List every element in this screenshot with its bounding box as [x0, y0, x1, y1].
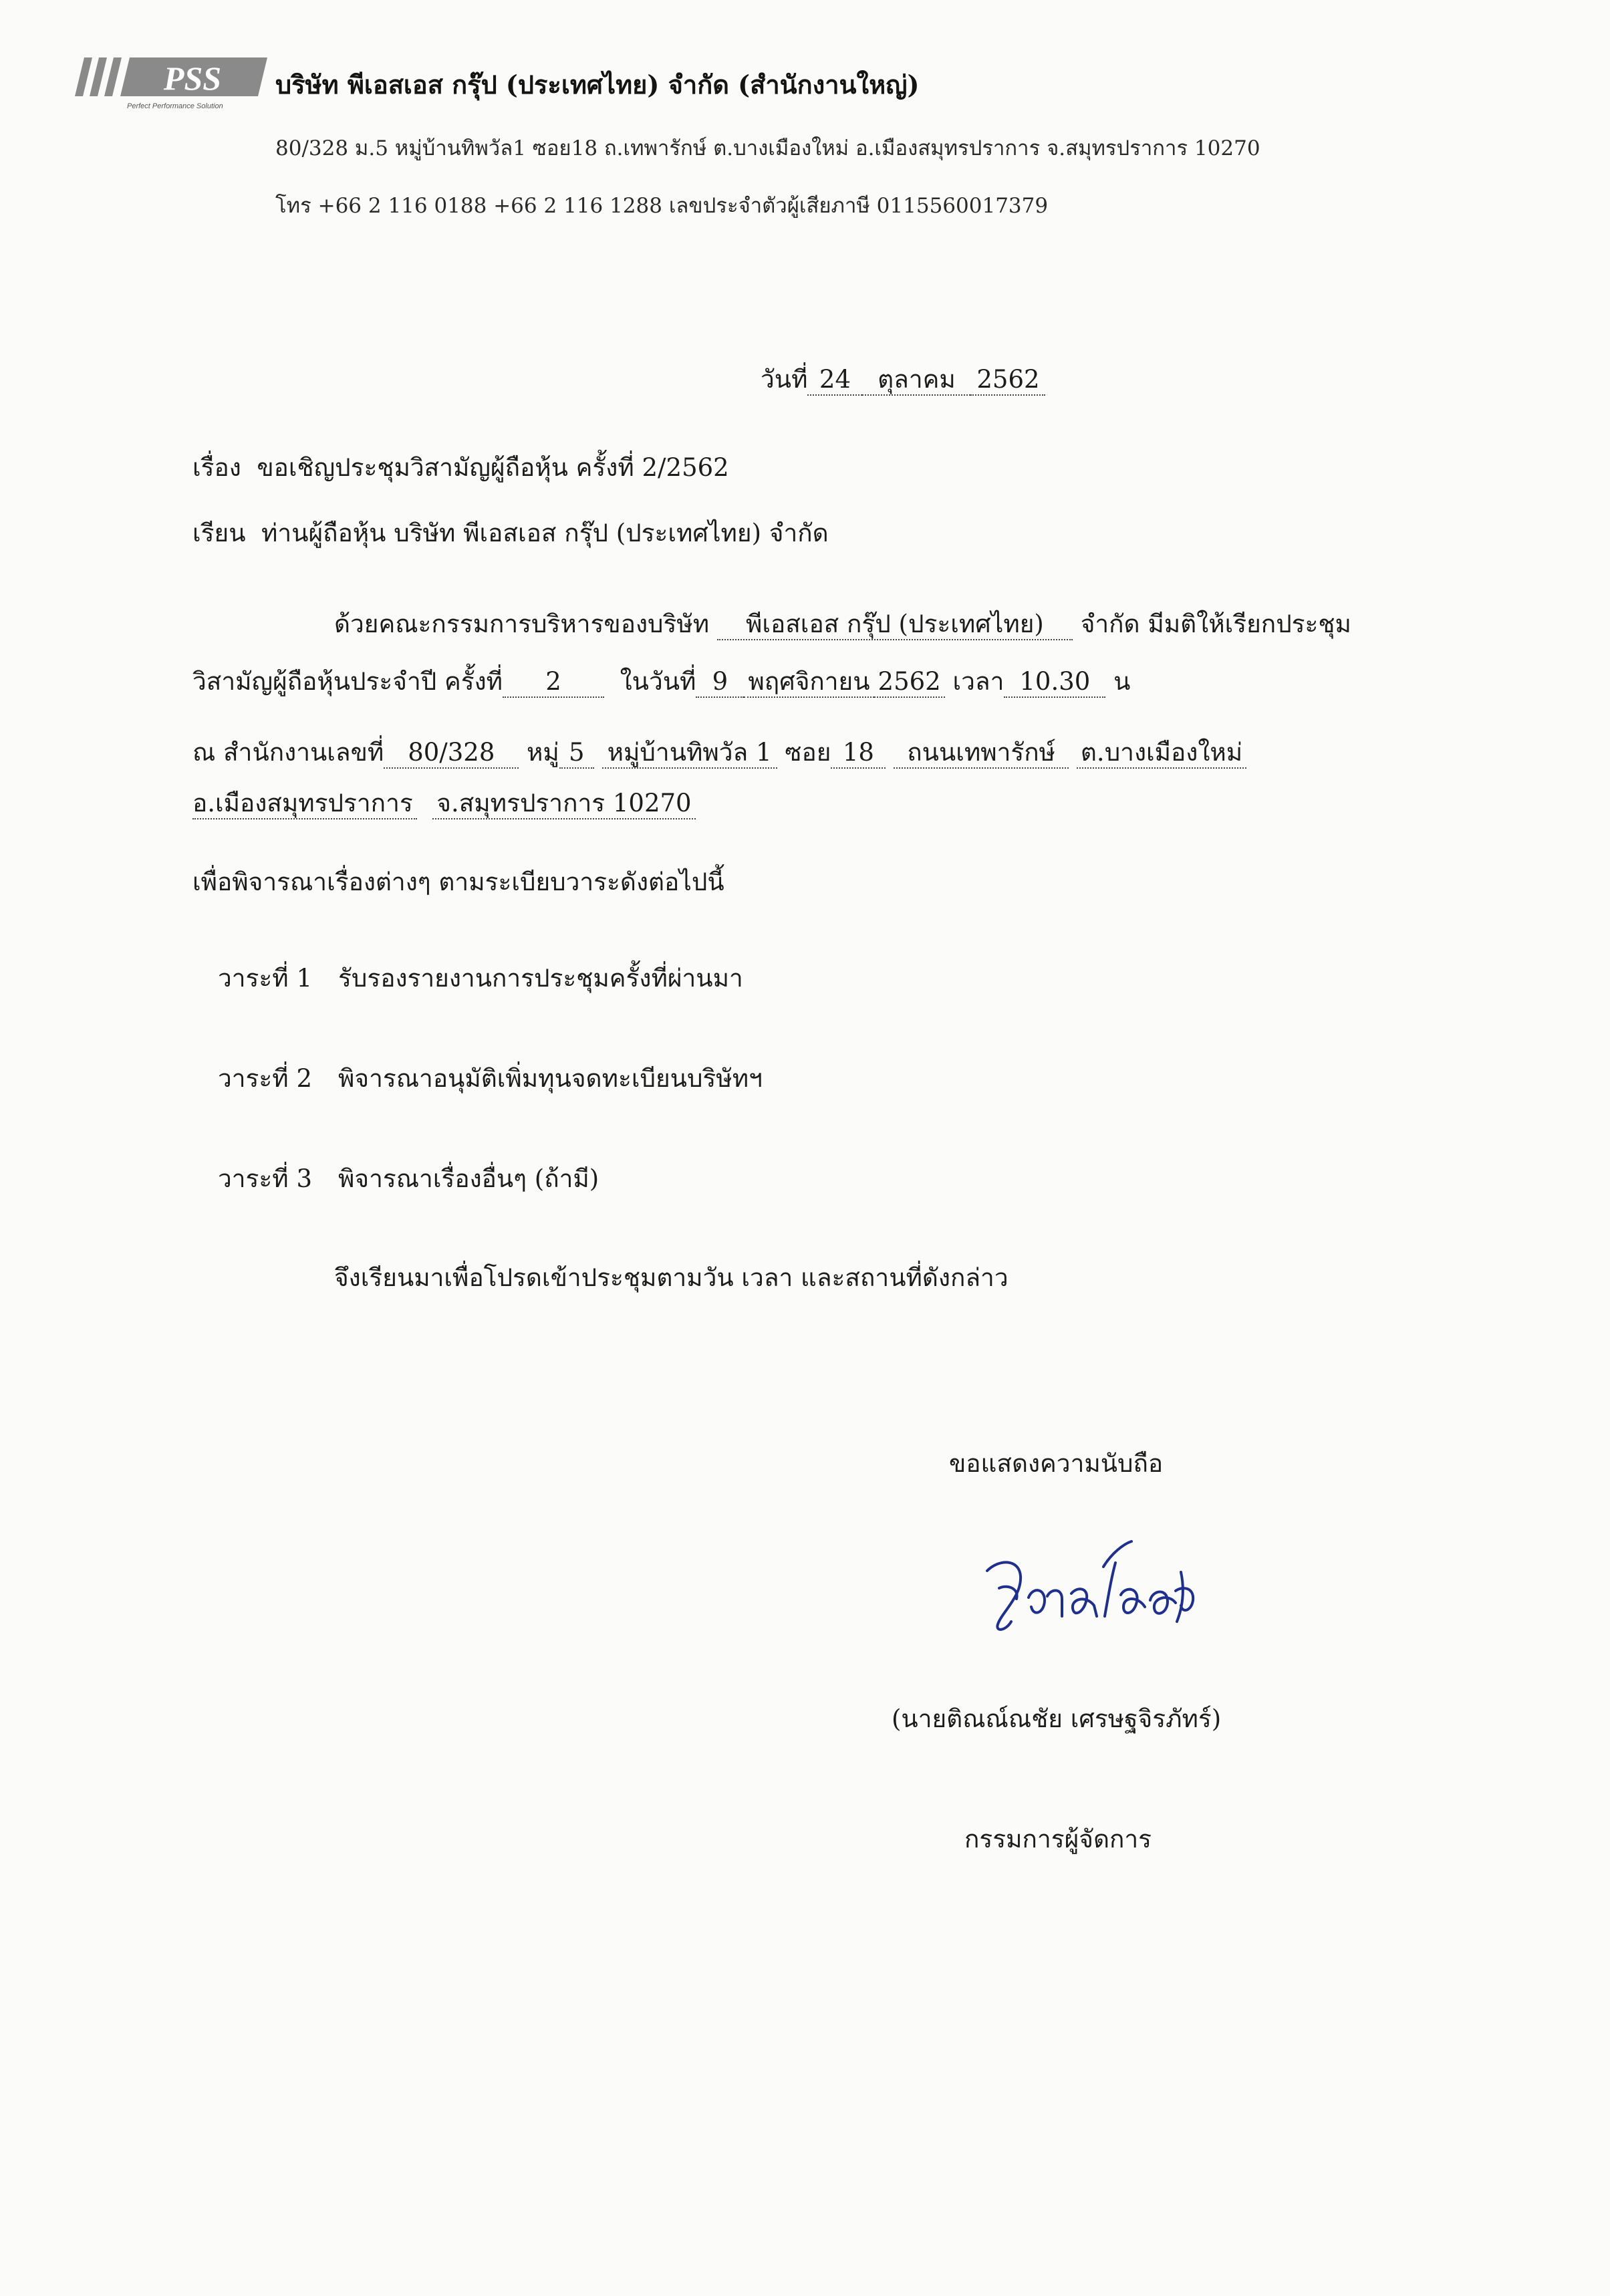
date-label: วันที่ — [761, 365, 808, 394]
subject-text: ขอเชิญประชุมวิสามัญผู้ถือหุ้น ครั้งที่ 2/2562 — [257, 453, 729, 482]
logo-text: PSS — [163, 59, 222, 97]
body-line-2 — [192, 662, 1130, 701]
signer-title: กรรมการผู้จัดการ — [964, 1825, 1152, 1854]
agenda-text: รับรองรายงานการประชุมครั้งที่ผ่านมา — [338, 964, 743, 993]
province-name: จ.สมุทรปราการ 10270 — [432, 789, 695, 819]
body-line-5: เพื่อพิจารณาเรื่องต่างๆ ตามระเบียบวาระดังต่อไปนี้ — [192, 868, 724, 896]
company-fill: พีเอสเอส กรุ๊ป (ประเทศไทย) — [717, 610, 1073, 640]
body-text: ณ สำนักงานเลขที่ — [192, 738, 384, 767]
signer-name: (นายติณณ์ณชัย เศรษฐจิรภัทร์) — [892, 1704, 1222, 1733]
agenda-item — [218, 959, 743, 998]
body-line-3 — [192, 733, 1246, 772]
company-name: บริษัท พีเอสเอส กรุ๊ป (ประเทศไทย) จำกัด (สำนักงานใหญ่) — [275, 70, 920, 100]
village-name: หมู่บ้านทิพวัล 1 — [602, 739, 777, 769]
subject-line — [192, 448, 729, 487]
office-number: 80/328 — [384, 739, 519, 769]
agenda-text: พิจารณาเรื่องอื่นๆ (ถ้ามี) — [338, 1164, 599, 1193]
regards-line: ขอแสดงความนับถือ — [949, 1449, 1164, 1478]
date-line — [761, 360, 1045, 399]
closing-line: จึงเรียนมาเพื่อโปรดเข้าประชุมตามวัน เวลา และสถานที่ดังกล่าว — [334, 1263, 1009, 1292]
body-line-4 — [192, 789, 696, 819]
body-text: ด้วยคณะกรรมการบริหารของบริษัท — [334, 610, 710, 638]
body-line-1 — [334, 604, 1351, 644]
meeting-month: พฤศจิกายน — [744, 668, 874, 698]
subject-label: เรื่อง — [192, 453, 241, 482]
date-year: 2562 — [970, 366, 1045, 396]
date-day: 24 — [807, 366, 862, 396]
subdistrict-name: ต.บางเมืองใหม่ — [1077, 739, 1246, 769]
company-contact: โทร +66 2 116 0188 +66 2 116 1288 เลขประจำตัวผู้เสียภาษี 0115560017379 — [275, 194, 1049, 218]
body-text: น — [1113, 667, 1131, 696]
meeting-year: 2562 — [874, 668, 945, 698]
agenda-label: วาระที่ 3 — [218, 1164, 312, 1193]
agenda-text: พิจารณาอนุมัติเพิ่มทุนจดทะเบียนบริษัทฯ — [338, 1064, 763, 1093]
salutation-label: เรียน — [192, 519, 246, 547]
body-text: เวลา — [952, 667, 1004, 696]
moo-number: 5 — [559, 739, 594, 769]
district-name: อ.เมืองสมุทรปราการ — [192, 789, 417, 819]
body-text: หมู่ — [527, 738, 559, 767]
company-address: 80/328 ม.5 หมู่บ้านทิพวัล1 ซอย18 ถ.เทพารักษ์ ต.บางเมืองใหม่ อ.เมืองสมุทรปราการ จ.สมุทรปราการ 10270 — [275, 136, 1260, 160]
signature-icon — [972, 1524, 1226, 1651]
salutation-line — [192, 513, 829, 553]
pss-logo — [75, 55, 269, 112]
road-name: ถนนเทพารักษ์ — [894, 739, 1069, 769]
logo-tagline: Perfect Performance Solution — [127, 102, 223, 110]
body-text: ซอย — [785, 738, 831, 767]
logo-stripes-icon — [75, 57, 122, 96]
body-text: ในวันที่ — [620, 667, 696, 696]
soi-number: 18 — [831, 739, 886, 769]
agenda-item — [218, 1059, 763, 1098]
date-month: ตุลาคม — [862, 366, 970, 396]
body-text: จำกัด มีมติให้เรียกประชุม — [1080, 610, 1351, 638]
meeting-number: 2 — [503, 668, 604, 698]
salutation-text: ท่านผู้ถือหุ้น บริษัท พีเอสเอส กรุ๊ป (ประเทศไทย) จำกัด — [261, 519, 829, 547]
agenda-label: วาระที่ 2 — [218, 1064, 312, 1093]
body-text: วิสามัญผู้ถือหุ้นประจำปี ครั้งที่ — [192, 667, 503, 696]
agenda-label: วาระที่ 1 — [218, 964, 312, 993]
agenda-item — [218, 1159, 599, 1198]
meeting-time: 10.30 — [1004, 668, 1105, 698]
meeting-day: 9 — [696, 668, 744, 698]
